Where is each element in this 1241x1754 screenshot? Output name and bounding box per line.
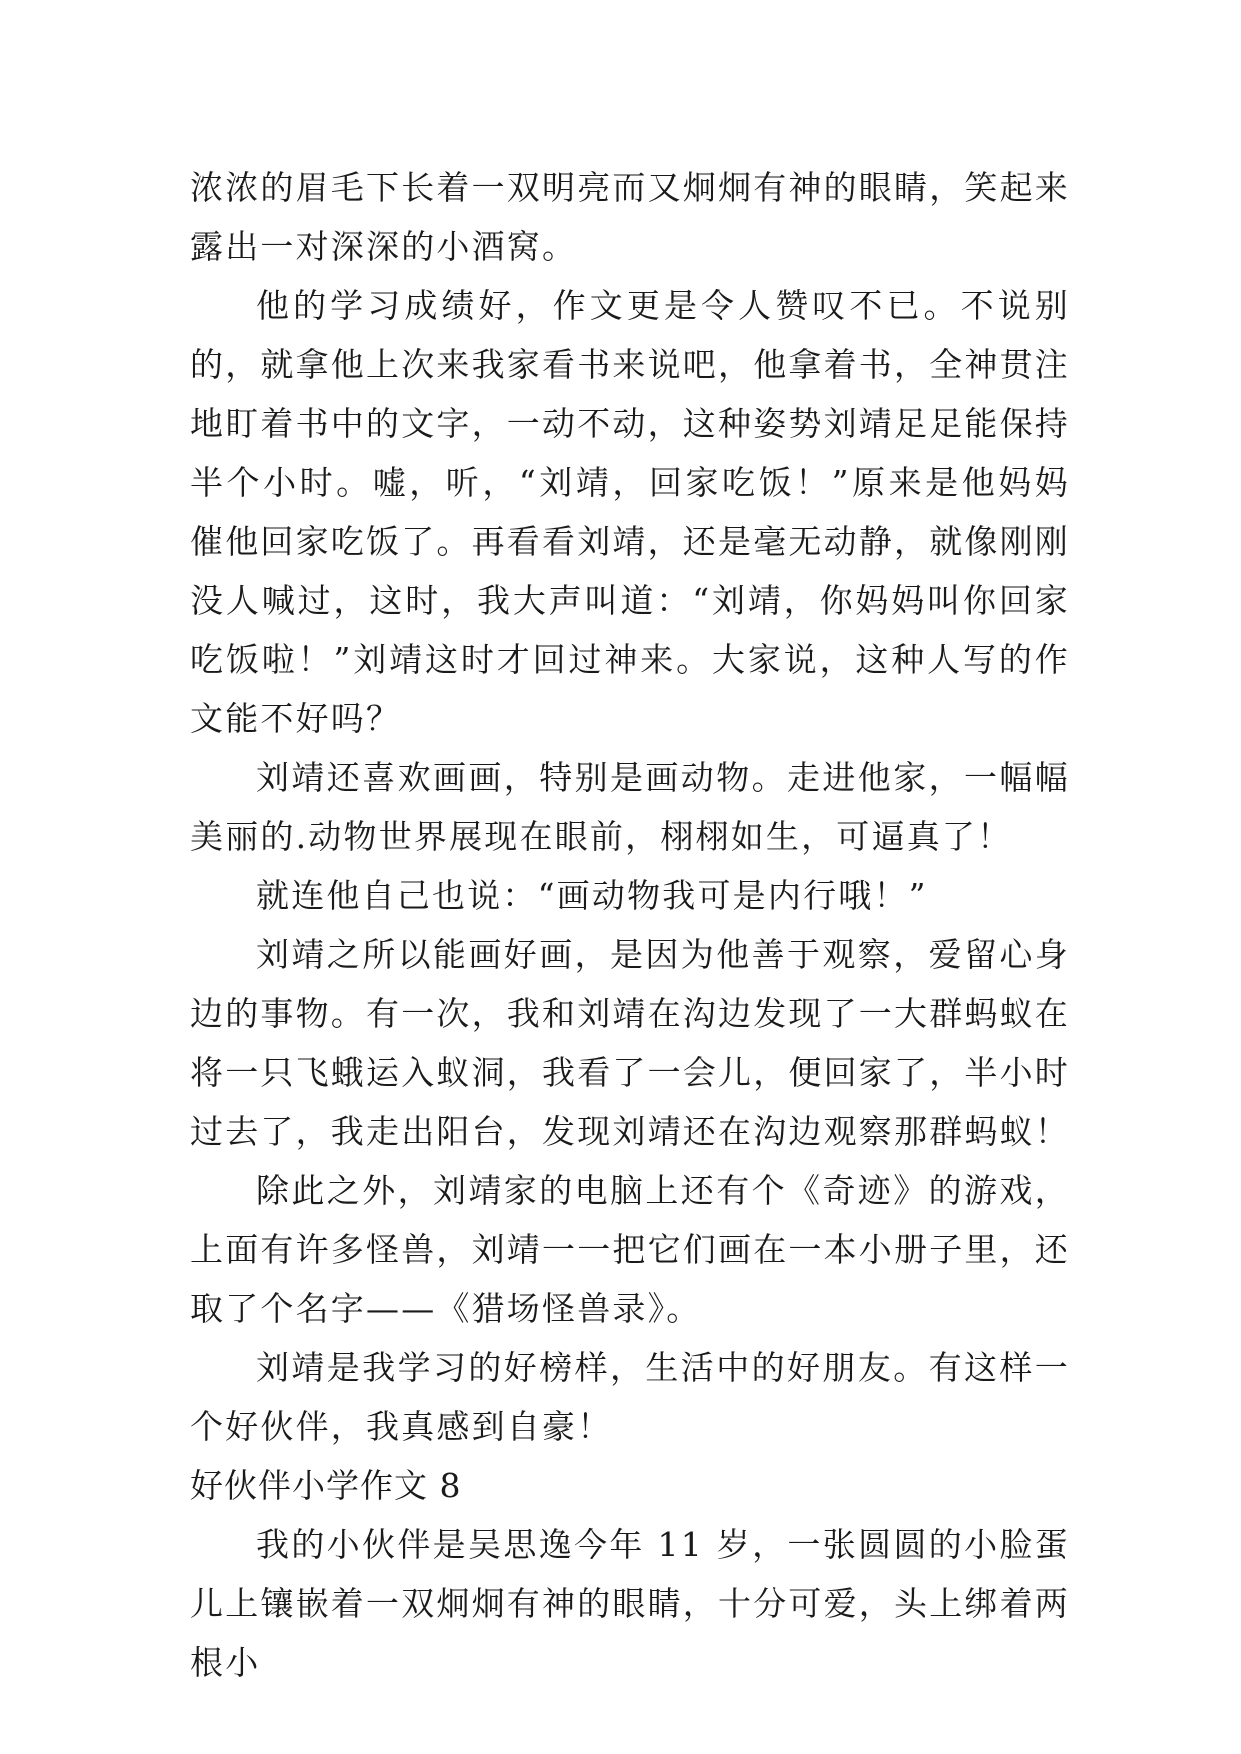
paragraph-drawing: 刘靖还喜欢画画，特别是画动物。走进他家，一幅幅美丽的.动物世界展现在眼前，栩栩如生，可逼真了！ <box>190 758 1070 856</box>
paragraph-observation: 刘靖之所以能画好画，是因为他善于观察，爱留心身边的事物。有一次，我和刘靖在沟边发现了一大群蚂蚁在将一只飞蛾运入蚁洞，我看了一会儿，便回家了，半小时过去了，我走出阳台，发现刘靖还在沟边观察那群蚂蚁！ <box>190 935 1070 1151</box>
paragraph-conclusion: 刘靖是我学习的好榜样，生活中的好朋友。有这样一个好伙伴，我真感到自豪！ <box>190 1348 1070 1446</box>
paragraph-quote: 就连他自己也说：“画动物我可是内行哦！” <box>256 876 928 915</box>
paragraph-new-section: 我的小伙伴是吴思逸今年 11 岁，一张圆圆的小脸蛋儿上镶嵌着一双炯炯有神的眼睛，十分可爱，头上绑着两根小 <box>190 1525 1070 1682</box>
document-body <box>190 158 1070 1692</box>
section-heading: 好伙伴小学作文 8 <box>190 1466 462 1505</box>
paragraph-game: 除此之外，刘靖家的电脑上还有个《奇迹》的游戏，上面有许多怪兽，刘靖一一把它们画在一本小册子里，还取了个名字——《猎场怪兽录》。 <box>190 1171 1070 1328</box>
paragraph-continuation: 浓浓的眉毛下长着一双明亮而又炯炯有神的眼睛，笑起来露出一对深深的小酒窝。 <box>190 168 1070 266</box>
paragraph-study: 他的学习成绩好，作文更是令人赞叹不已。不说别的，就拿他上次来我家看书来说吧，他拿着书，全神贯注地盯着书中的文字，一动不动，这种姿势刘靖足足能保持半个小时。嘘，听，“刘靖，回家吃饭！”原来是他妈妈催他回家吃饭了。再看看刘靖，还是毫无动静，就像刚刚没人喊过，这时，我大声叫道：“刘靖，你妈妈叫你回家吃饭啦！”刘靖这时才回过神来。大家说，这种人写的作文能不好吗？ <box>190 286 1070 738</box>
